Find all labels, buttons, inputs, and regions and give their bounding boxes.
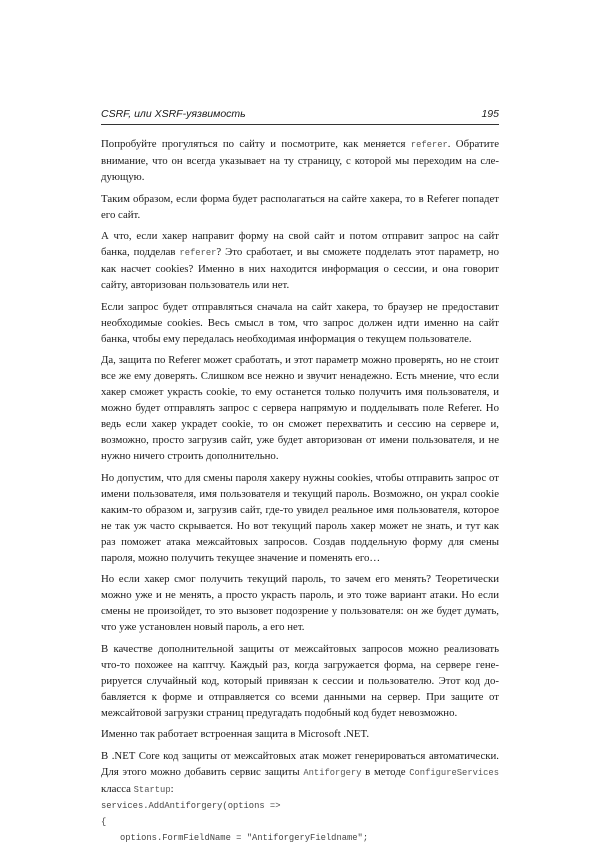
inline-code: ConfigureServices [409,767,499,778]
page-header [101,108,499,125]
paragraph: Попробуйте прогуляться по сайту и посмотрите, как меняется referer. Обратите внимание, что он всегда указывает на ту страницу, с которой мы переходим на следующую. [101,138,499,183]
code-line: { [101,816,107,827]
inline-code: referer [179,248,217,258]
page-body [101,136,499,846]
paragraph: Именно так работает встроенная защита в Microsoft .NET. [101,728,370,740]
page-number: 195 [481,108,499,120]
code-line: services.AddAntiforgery(options => [101,800,281,811]
paragraph: Таким образом, если форма будет располагаться на сайте хакера, то в Referer попадет его сайт. [101,192,499,221]
inline-code: referer [410,140,448,150]
paragraph: В .NET Core код защиты от межсайтовых атак может генерироваться автоматически. Для этого можно добавить сервис защиты Antiforgery в методе ConfigureServices класса Startup: [101,749,499,795]
paragraph: Да, защита по Referer может сработать, и этот параметр можно проверять, но не стоит все же ему доверять. Слишком все нежно и звучит ненадежно. Есть мнение, что если хакер сможет украсть cookie, то ему останется только получить имя пользователя, и можно будет отправлять запрос с сервера напрямую и подделывать поле Referer. Но ведь если хакер украдет cookie, то он сможет перехватить и сессию на сервере и, возможно, просто загрузив сайт, уже будет авторизован от имени пользователя, и не нужно ничего строить дополнительно. [101,354,499,462]
paragraph: Но допустим, что для смены пароля хакеру нужны cookies, чтобы отправить запрос от имени пользователя, имя пользователя и текущий пароль. Возможно, он украл cookie каким-то образом и, загрузив сайт, где-то увидел реальное имя пользователя, которое не так уж часто скрывается. Но вот текущий пароль хакер может не знать, и тут как раз поможет атака межсайтовых запросов. Создав поддельную форму для смены пароля, можно получить текущее значение и поменять его… [101,471,499,564]
paragraph: В качестве дополнительной защиты от межсайтовых запросов можно реализовать что-то похожее на каптчу. Каждый раз, когда загружается форма, на сервере генерируется случайный код, который привязан к сессии и пользователю. Этот код добавляется к форме и отправляется со всеми данными на сервер. При защите от межсайтовой загрузки страниц предугадать подобный код будет невозможно. [101,642,499,719]
running-title: CSRF, или XSRF-уязвимость [101,108,246,120]
paragraph: Если запрос будет отправляться сначала на сайт хакера, то браузер не предоставит необходимые cookies. Весь смысл в том, что запрос должен идти именно на сайт банка, чтобы ему передалась необходимая информация о текущем пользователе. [101,300,499,345]
paragraph: А что, если хакер направит форму на свой сайт и потом отправит запрос на сайт банка, подделав referer? Это сработает, и вы сможете подделать этот параметр, но как насчет cookies? Именно в них находится информация о сессии, и она говорит сайту, авторизован пользователь или нет. [101,230,499,291]
paragraph: Но если хакер смог получить текущий пароль, то зачем его менять? Теоретически можно уже и не менять, а просто украсть пароль, и это тоже вариант атаки. Но если смены не произойдет, то это вызовет подозрение у пользователя: он же будет думать, что уже установлен новый пароль, а его нет. [101,573,499,633]
inline-code: Startup [133,784,171,795]
inline-code: Antiforgery [303,767,362,778]
code-line: options.FormFieldName = "AntiforgeryFieldname"; [120,832,369,843]
